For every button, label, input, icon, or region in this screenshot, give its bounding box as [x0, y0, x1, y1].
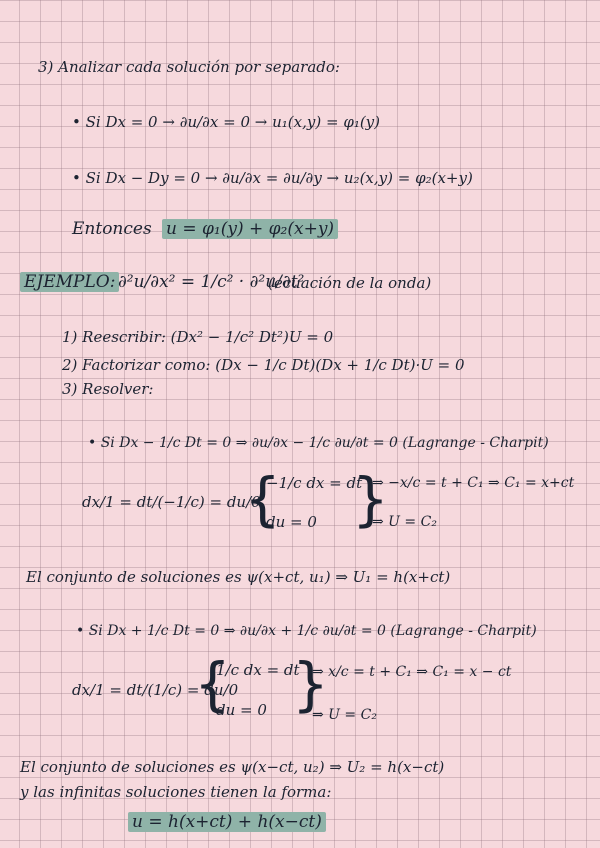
step-3-heading: 3) Analizar cada solución por separado:	[38, 58, 340, 76]
wave-equation-note: (ecuación de la onda)	[268, 274, 432, 292]
system-a-eq2: du = 0	[266, 513, 317, 531]
system-a-left-brace: {	[244, 465, 281, 533]
system-b-ratios: dx/1 = dt/(1/c) = du/0	[72, 681, 239, 699]
system-a-right-brace: }	[352, 465, 389, 533]
system-a-ratios: dx/1 = dt/(−1/c) = du/0	[82, 493, 261, 511]
solution-set-b: El conjunto de soluciones es ψ(x−ct, u₂) ⇒ U₂ = h(x−ct)	[20, 758, 445, 776]
case-minus: • Si Dx − 1/c Dt = 0 ⇒ ∂u/∂x − 1/c ∂u/∂t = 0 (Lagrange - Charpit)	[88, 435, 549, 451]
system-b-eq2: du = 0	[216, 701, 267, 719]
entonces-label: Entonces	[72, 219, 152, 239]
step-resolve: 3) Resolver:	[62, 380, 154, 398]
ejemplo-tag: EJEMPLO:	[20, 272, 119, 292]
step-factorize: 2) Factorizar como: (Dx − 1/c Dt)(Dx + 1/c Dt)·U = 0	[62, 356, 465, 374]
system-a-eq2-result: ⇒ U = C₂	[372, 514, 437, 530]
system-a-eq1: −1/c dx = dt	[266, 474, 363, 492]
system-b-right-brace: }	[292, 650, 329, 718]
wave-equation: ∂²u/∂x² = 1/c² · ∂²u/∂t²	[118, 272, 305, 292]
system-b-eq1-result: ⇒ x/c = t + C₁ ⇒ C₁ = x − ct	[312, 664, 512, 680]
case-plus: • Si Dx + 1/c Dt = 0 ⇒ ∂u/∂x + 1/c ∂u/∂t = 0 (Lagrange - Charpit)	[76, 623, 537, 639]
general-solution-highlight: u = φ₁(y) + φ₂(x+y)	[162, 219, 338, 239]
infinite-solutions-text: y las infinitas soluciones tienen la forma:	[20, 783, 332, 801]
case-dx-minus-dy: • Si Dx − Dy = 0 → ∂u/∂x = ∂u/∂y → u₂(x,y) = φ₂(x+y)	[72, 169, 473, 187]
system-b-eq2-result: ⇒ U = C₂	[312, 707, 377, 723]
step-rewrite: 1) Reescribir: (Dx² − 1/c² Dt²)U = 0	[62, 328, 334, 346]
system-b-left-brace: {	[194, 650, 231, 718]
system-a-eq1-result: ⇒ −x/c = t + C₁ ⇒ C₁ = x+ct	[372, 475, 575, 491]
system-b-eq1: 1/c dx = dt	[216, 661, 300, 679]
case-dx-zero: • Si Dx = 0 → ∂u/∂x = 0 → u₁(x,y) = φ₁(y)	[72, 113, 381, 131]
final-solution-highlight: u = h(x+ct) + h(x−ct)	[128, 812, 326, 832]
solution-set-a: El conjunto de soluciones es ψ(x+ct, u₁) ⇒ U₁ = h(x+ct)	[26, 568, 451, 586]
